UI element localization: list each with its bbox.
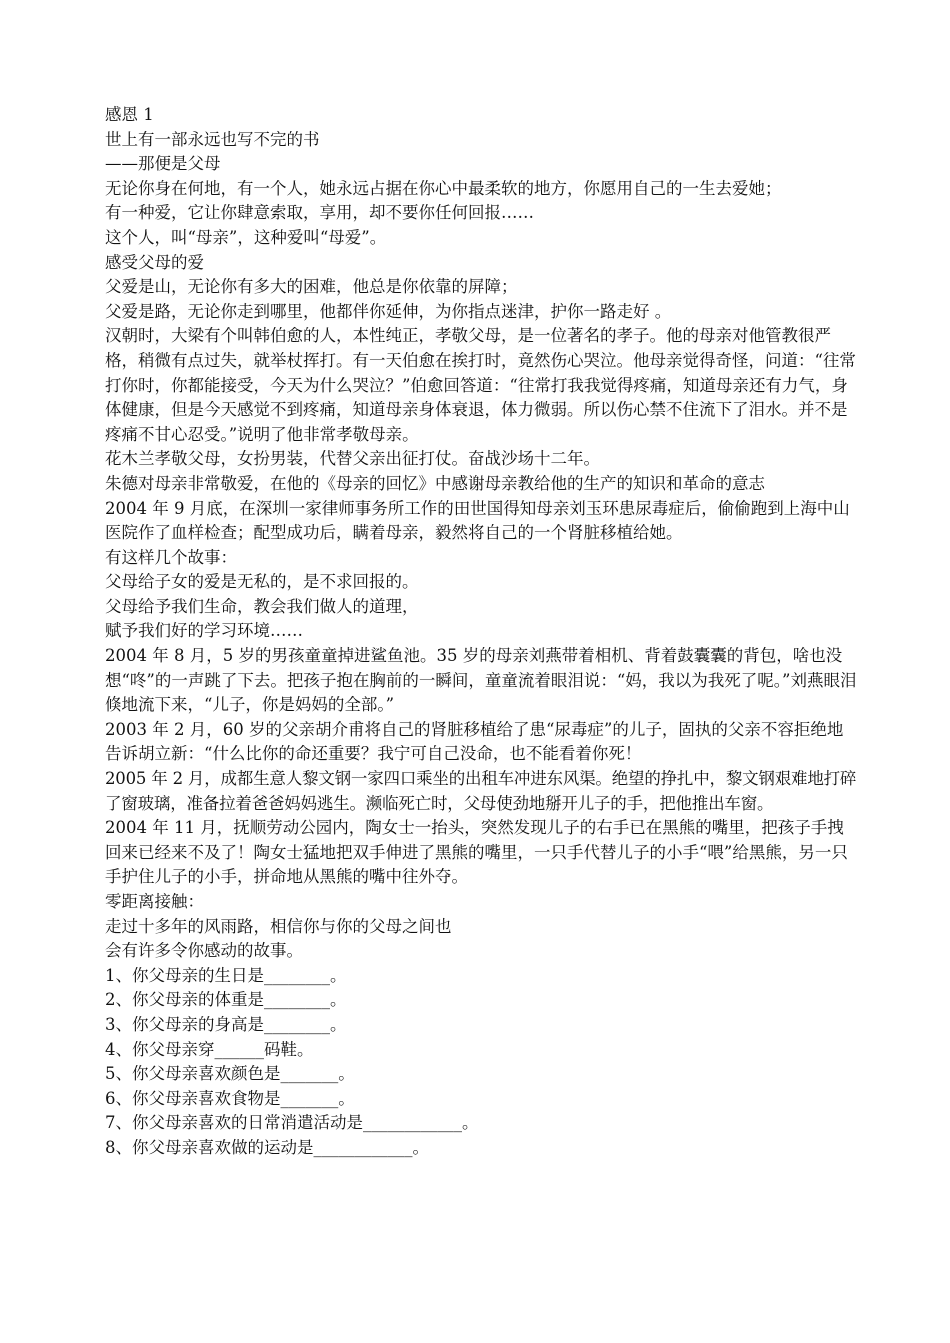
question-item: 7、你父母亲喜欢的日常消遣活动是____________。 <box>105 1113 479 1133</box>
paragraph: 2004 年 8 月，5 岁的男孩童童掉进鲨鱼池。35 岁的母亲刘燕带着相机、背着鼓囊囊的背包，啥也没想“咚”的一声跳了下去。把孩子抱在胸前的一瞬间，童童流着眼泪说：“妈，我以为我死了呢。”刘燕眼泪倏地流下来，“儿子，你是妈妈的全部。” <box>105 646 857 715</box>
paragraph: 会有许多令你感动的故事。 <box>105 941 303 961</box>
question-item: 4、你父母亲穿______码鞋。 <box>105 1039 314 1059</box>
paragraph: 走过十多年的风雨路，相信你与你的父母之间也 <box>105 916 452 936</box>
paragraph: 2003 年 2 月，60 岁的父亲胡介甫将自己的肾脏移植给了患“尿毒症”的儿子，固执的父亲不容拒绝地告诉胡立新：“什么比你的命还重要？我宁可自己没命，也不能看着你死！ <box>105 719 844 764</box>
paragraph: 2004 年 9 月底，在深圳一家律师事务所工作的田世国得知母亲刘玉环患尿毒症后，偷偷跑到上海中山医院作了血样检查；配型成功后，瞒着母亲，毅然将自己的一个肾脏移植给她。 <box>105 498 850 543</box>
paragraph: 2005 年 2 月，成都生意人黎文钢一家四口乘坐的出租车冲进东风渠。绝望的挣扎中，黎文钢艰难地打碎了窗玻璃，准备拉着爸爸妈妈逃生。濒临死亡时，父母使劲地掰开儿子的手，把他推出车窗。 <box>105 769 857 813</box>
paragraph: 父母给子女的爱是无私的，是不求回报的。 <box>105 572 419 592</box>
paragraph: 这个人，叫“母亲”，这种爱叫“母爱”。 <box>105 227 387 247</box>
question-item: 5、你父母亲喜欢颜色是_______。 <box>105 1064 355 1084</box>
paragraph: 汉朝时，大梁有个叫韩伯愈的人，本性纯正，孝敬父母，是一位著名的孝子。他的母亲对他管教很严格，稍微有点过失，就举杖挥打。有一天伯愈在挨打时，竟然伤心哭泣。他母亲觉得奇怪，问道：“往常打你时，你都能接受，今天为什么哭泣？”伯愈回答道：“往常打我我觉得疼痛，知道母亲还有力气，身体健康，但是今天感觉不到疼痛，知道母亲身体衰退，体力微弱。所以伤心禁不住流下了泪水。并不是疼痛不甘心忍受。”说明了他非常孝敬母亲。 <box>105 326 856 444</box>
question-item: 2、你父母亲的体重是________。 <box>105 990 347 1010</box>
paragraph: 父母给予我们生命，教会我们做人的道理， <box>105 596 419 616</box>
section-heading: 零距离接触： <box>105 892 204 911</box>
paragraph: 有一种爱，它让你肆意索取，享用，却不要你任何回报…… <box>105 203 534 223</box>
paragraph: 无论你身在何地，有一个人，她永远占据在你心中最柔软的地方，你愿用自己的一生去爱她； <box>105 178 782 198</box>
paragraph: 父爱是路，无论你走到哪里，他都伴你延伸，为你指点迷津，护你一路走好 。 <box>105 301 672 321</box>
subtitle-parents: ——那便是父母 <box>105 154 221 174</box>
question-item: 8、你父母亲喜欢做的运动是____________。 <box>105 1137 429 1157</box>
paragraph: 2004 年 11 月，抚顺劳动公园内，陶女士一抬头，突然发现儿子的右手已在黑熊的嘴里，把孩子手拽回来已经来不及了！陶女士猛地把双手伸进了黑熊的嘴里，一只手代替儿子的小手“喂”给黑熊，另一只手护住儿子的小手，拼命地从黑熊的嘴中往外夺。 <box>105 818 848 887</box>
question-item: 1、你父母亲的生日是________。 <box>105 965 347 985</box>
subtitle-book: 世上有一部永远也写不完的书 <box>105 129 320 149</box>
paragraph: 赋予我们好的学习环境…… <box>105 621 303 641</box>
paragraph: 朱德对母亲非常敬爱，在他的《母亲的回忆》中感谢母亲教给他的生产的知识和革命的意志 <box>105 473 765 493</box>
heading-gratitude: 感恩 1 <box>105 105 154 124</box>
section-heading: 有这样几个故事： <box>105 547 237 567</box>
paragraph: 花木兰孝敬父母，女扮男装，代替父亲出征打仗。奋战沙场十二年。 <box>105 449 600 469</box>
paragraph: 父爱是山，无论你有多大的困难，他总是你依靠的屏障； <box>105 277 518 297</box>
question-item: 3、你父母亲的身高是________。 <box>105 1014 347 1034</box>
section-heading: 感受父母的爱 <box>105 252 204 272</box>
question-item: 6、你父母亲喜欢食物是_______。 <box>105 1088 355 1108</box>
document-page <box>105 103 857 1161</box>
